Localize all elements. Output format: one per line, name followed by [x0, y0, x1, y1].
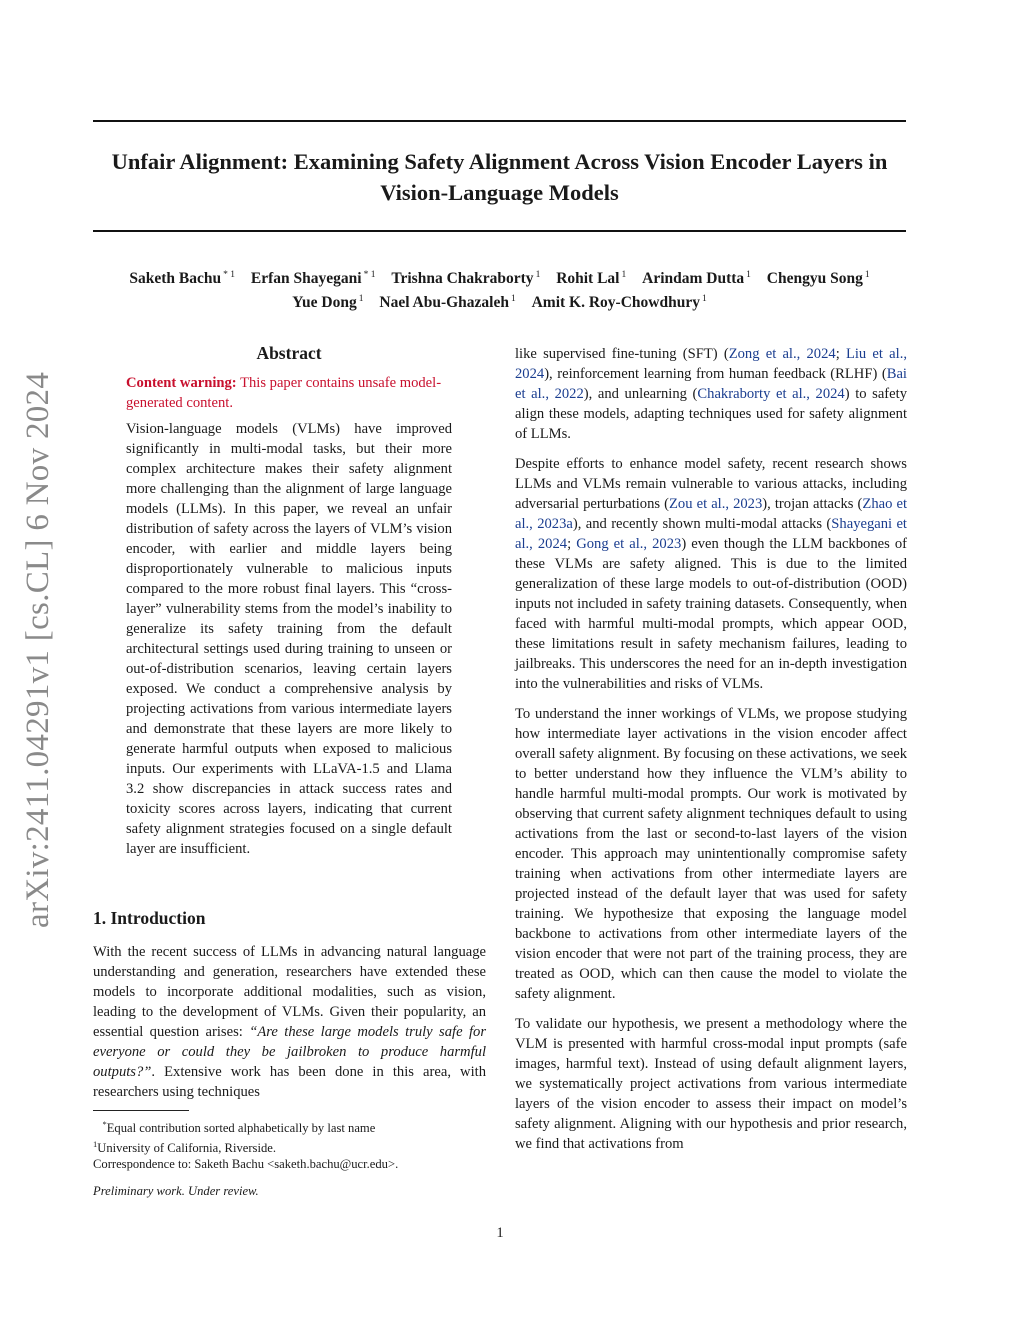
content-warning-label: Content warning:	[126, 375, 237, 391]
author-list	[93, 265, 906, 313]
right-column	[515, 344, 907, 1164]
footnote-rule	[93, 1110, 189, 1111]
author: Arindam Dutta $^1$	[642, 270, 751, 287]
intro-question: “Are these large models truly safe for everyone or could they be jailbroken to produce harmful outputs?”	[93, 1024, 487, 1080]
abstract-heading: Abstract	[256, 343, 322, 363]
author: Amit K. Roy-Chowdhury $^1$	[531, 294, 707, 311]
paper-title: Unfair Alignment: Examining Safety Alignment Across Vision Encoder Layers in Vision-Language Models	[111, 149, 888, 205]
body-paragraph: like supervised fine-tuning (SFT) (Zong et al., 2024; Liu et al., 2024), reinforcement learning from human feedback (RLHF) (Bai et al., 2022), and unlearning (Chakraborty et al., 2024) to safety align these models, adapting techniques used for safety alignment of LLMs.	[515, 346, 907, 442]
footnote-affiliation: $^1$University of California, Riverside.	[93, 1139, 276, 1155]
citation-link[interactable]: Bai et al., 2022	[515, 366, 907, 402]
footnotes	[93, 1116, 486, 1172]
citation-link[interactable]: Shayegani et al., 2024	[515, 516, 907, 552]
citation-link[interactable]: Zong et al., 2024	[728, 346, 836, 362]
abstract-body: Vision-language models (VLMs) have improved significantly in multi-modal tasks, but their more complex architecture makes their safety alignment more challenging than the alignment of large language models (LLMs). In this paper, we reveal an unfair distribution of safety across the layers of VLM’s vision encoder, with earlier and middle layers being disproportionately vulnerable to malicious inputs compared to the more robust final layers. This “cross-layer” vulnerability stems from the model’s inability to generalize its safety training from the default architectural settings used during training to unseen or out-of-distribution scenarios, leaving certain layers exposed. We conduct a comprehensive analysis by projecting activations from various intermediate layers and demonstrate that these layers are more likely to generate harmful outputs when exposed to malicious inputs. Our experiments with LLaVA-1.5 and Llama 3.2 show discrepancies in attack success rates and toxicity scores across layers, indicating that current safety alignment strategies focused on a single default layer are insufficient.	[126, 421, 452, 857]
title-bottom-rule	[93, 230, 906, 232]
footnote-equal-contribution: *Equal contribution sorted alphabetically by last name	[102, 1119, 376, 1135]
preliminary-note: Preliminary work. Under review.	[93, 1184, 259, 1198]
content-warning	[126, 373, 452, 413]
author: Chengyu Song $^1$	[766, 270, 870, 287]
arxiv-side-stamp: arXiv:2411.04291v1 [cs.CL] 6 Nov 2024	[20, 371, 56, 928]
body-paragraph: To understand the inner workings of VLMs, we propose studying how intermediate layer activations in the vision encoder affect overall safety alignment. By focusing on these activations, we seek to better understand how they influence the VLM’s ability to handle harmful multi-modal prompts. Our work is motivated by observing that current safety alignment techniques default to using activations from the last or second-to-last layers of the vision encoder. This approach may unintentionally compromise safety training when activations from other intermediate layers are projected instead of the default layer that was used for safety training. We hypothesize that exposing the language model backbone to activations from other intermediate layers of the vision encoder that were not part of the training process, they are treated as OOD, which can then cause the model to violate the safety alignment.	[515, 706, 907, 1002]
title-top-rule	[93, 120, 906, 122]
body-paragraph: Despite efforts to enhance model safety, recent research shows LLMs and VLMs remain vulnerable to various attacks, including adversarial perturbations (Zou et al., 2023), trojan attacks (Zhao et al., 2023a), and recently shown multi-modal attacks (Shayegani et al., 2024; Gong et al., 2023) even though the LLM backbones of these VLMs are safety aligned. This is due to the limited generalization of these large models to out-of-distribution (OOD) inputs not included in safety training datasets. Consequently, when faced with harmful multi-modal prompts, which appear OOD, these limitations result in safety mechanism failures, leading to jailbreaks. This underscores the need for an in-depth investigation into the vulnerabilities and risks of VLMs.	[515, 456, 908, 692]
intro-paragraph: With the recent success of LLMs in advancing natural language understanding and generation, researchers have extended these models to incorporate additional modalities, such as vision, leading to the development of VLMs. Given their popularity, an essential question arises: “Are these large models truly safe for everyone or could they be jailbroken to produce harmful outputs?”. Extensive work has been done in this area, with researchers using techniques	[93, 944, 487, 1100]
abstract-section	[126, 343, 452, 869]
author: Trishna Chakraborty $^1$	[391, 270, 541, 287]
body-paragraph: To validate our hypothesis, we present a methodology where the VLM is presented with harmful cross-modal input prompts (safe images, harmful text). Instead of using default alignment layers, we systematically project activations from various intermediate layers of the vision encoder to assess their impact on model’s safety alignment. Aligning with our hypothesis and prior research, we find that activations from	[515, 1016, 907, 1152]
introduction-section	[93, 908, 486, 1112]
author: Erfan Shayegani $^{* 1}$	[250, 270, 376, 287]
citation-link[interactable]: Liu et al., 2024	[515, 346, 907, 382]
citation-link[interactable]: Gong et al., 2023	[576, 536, 682, 552]
introduction-heading: 1. Introduction	[93, 908, 206, 928]
author: Yue Dong $^1$	[292, 294, 364, 311]
author: Rohit Lal $^1$	[556, 270, 627, 287]
citation-link[interactable]: Chakraborty et al., 2024	[697, 386, 845, 402]
citation-link[interactable]: Zhao et al., 2023a	[515, 496, 908, 532]
page-number: 1	[496, 1225, 504, 1241]
content-warning-text: This paper contains unsafe model-generated content.	[126, 375, 442, 411]
author: Saketh Bachu $^{* 1}$	[129, 270, 235, 287]
footnote-correspondence: Correspondence to: Saketh Bachu <saketh.bachu@ucr.edu>.	[93, 1157, 399, 1171]
citation-link[interactable]: Zou et al., 2023	[669, 496, 763, 512]
author: Nael Abu-Ghazaleh $^1$	[379, 294, 516, 311]
